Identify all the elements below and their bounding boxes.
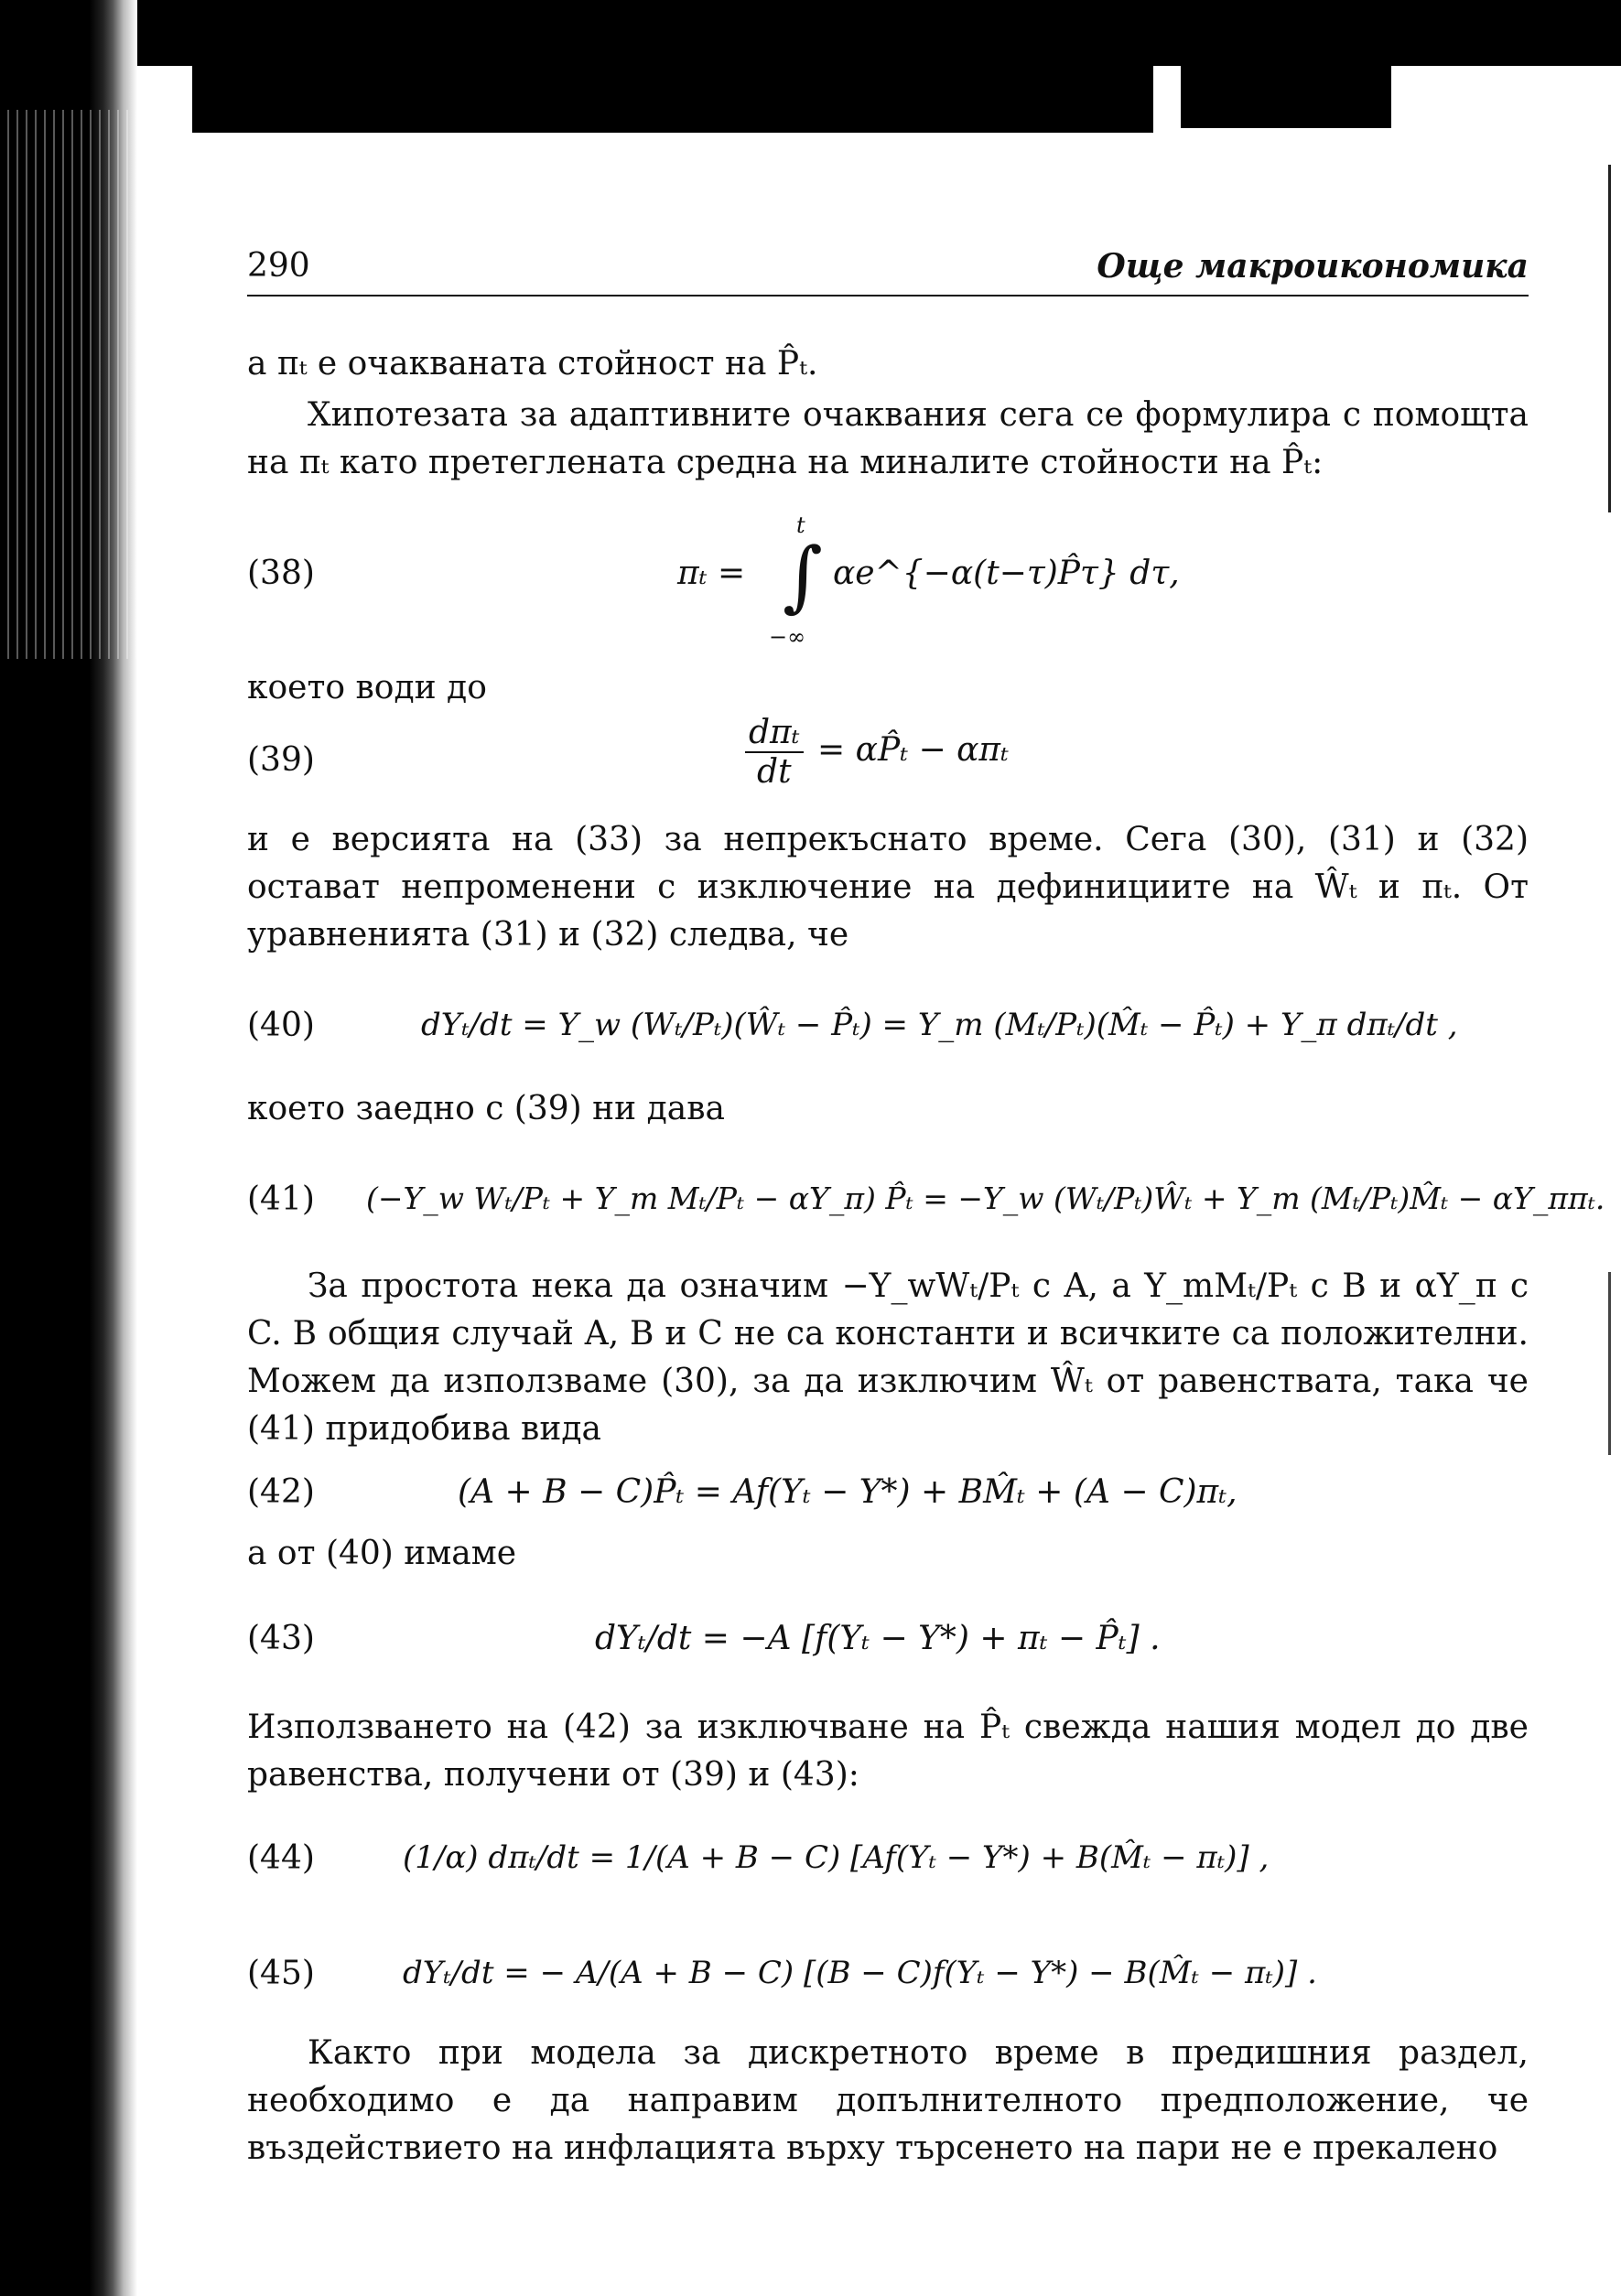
equation-body: (1/α) dπₜ/dt = 1/(A + B − C) [Af(Yₜ − Y*) + B(M̂ₜ − πₜ)] , <box>403 1839 1270 1876</box>
equation-41 <box>247 1153 1605 1245</box>
equation-number: (41) <box>247 1180 315 1218</box>
equation-42 <box>247 1473 1529 1521</box>
equation-body: (−Y_w Wₜ/Pₜ + Y_m Mₜ/Pₜ − αY_π) P̂ₜ = −Y_w (Wₜ/Pₜ)Ŵₜ + Y_m (Mₜ/Pₜ)M̂ₜ − αY_ππₜ. <box>366 1180 1605 1216</box>
equation-body: dYₜ/dt = −A [f(Yₜ − Y*) + πₜ − P̂ₜ] . <box>595 1620 1161 1657</box>
scan-edge-mark <box>1608 1272 1611 1455</box>
equation-number: (43) <box>247 1620 315 1657</box>
equation-number: (42) <box>247 1473 315 1511</box>
paragraph: Както при модела за дискретното време в предишния раздел, необходимо е да направим допълнителното предположение, че въздействието на инфлацията върху търсенето на пари не е прекалено <box>247 2034 1529 2167</box>
scan-border-top <box>192 0 1153 133</box>
equation-number: (45) <box>247 1955 315 1992</box>
page-header <box>247 247 1529 296</box>
fraction-numerator: dπₜ <box>745 714 804 753</box>
equation-number: (38) <box>247 555 315 592</box>
scan-gap <box>1158 66 1176 130</box>
equation-44 <box>247 1839 1529 1894</box>
equation-39 <box>247 714 1529 814</box>
scan-edge-mark <box>1608 165 1611 512</box>
paragraph: Хипотезата за адаптивните очаквания сега се формулира с помощта на πₜ като претеглената средна на миналите стойности на P̂ₜ: <box>247 396 1529 481</box>
paragraph: а от (40) имаме <box>247 1535 517 1572</box>
equation-lhs: πₜ = <box>677 555 746 592</box>
equation-number: (39) <box>247 741 315 779</box>
paragraph: За простота нека да означим −Y_wWₜ/Pₜ с A, а Y_mMₜ/Pₜ с B и αY_π с C. В общия случай A, B и C не са константи и всичките са положителни. Можем да използваме (30), за да изключим Ŵₜ от равенствата, така че (41) придобива вида <box>247 1267 1529 1448</box>
equation-40 <box>247 979 1529 1062</box>
equation-body: (A + B − C)P̂ₜ = Af(Yₜ − Y*) + BM̂ₜ + (A − C)πₜ, <box>458 1473 1237 1511</box>
equation-38 <box>247 512 1529 659</box>
equation-rhs: = αP̂ₜ − απₜ <box>817 731 1009 769</box>
equation-number: (44) <box>247 1839 315 1877</box>
scan-border-top <box>1181 0 1391 128</box>
running-head: Още макроикономика <box>1097 247 1529 286</box>
fraction-denominator: dt <box>757 753 792 791</box>
equation-body: dYₜ/dt = − A/(A + B − C) [(B − C)f(Yₜ − Y*) − B(M̂ₜ − πₜ)] . <box>403 1955 1317 1991</box>
equation-43 <box>247 1620 1529 1675</box>
paragraph: което води до <box>247 669 487 706</box>
equation-45 <box>247 1955 1529 2010</box>
scan-border-left <box>0 0 137 2296</box>
paragraph: и е версията на (33) за непрекъснато време. Сега (30), (31) и (32) остават непроменени с изключение на дефинициите на Ŵₜ и πₜ. От уравненията (31) и (32) следва, че <box>247 821 1529 954</box>
paragraph: Използването на (42) за изключване на P̂ₜ свежда нашия модел до две равенства, получени от (39) и (43): <box>247 1709 1529 1794</box>
paragraph: а πₜ е очакваната стойност на P̂ₜ. <box>247 345 818 383</box>
integral-sign: ∫ <box>783 531 823 620</box>
page-number: 290 <box>247 247 310 285</box>
integral-lower-limit: −∞ <box>769 624 806 650</box>
integrand: αe^{−α(t−τ)P̂τ} dτ, <box>833 555 1180 592</box>
scan-gap <box>1396 66 1621 130</box>
equation-body: dYₜ/dt = Y_w (Wₜ/Pₜ)(Ŵₜ − P̂ₜ) = Y_m (Mₜ/Pₜ)(M̂ₜ − P̂ₜ) + Y_π dπₜ/dt , <box>421 1007 1458 1043</box>
integral-upper-limit: t <box>796 512 805 538</box>
paragraph: което заедно с (39) ни дава <box>247 1090 725 1127</box>
equation-number: (40) <box>247 1007 315 1044</box>
